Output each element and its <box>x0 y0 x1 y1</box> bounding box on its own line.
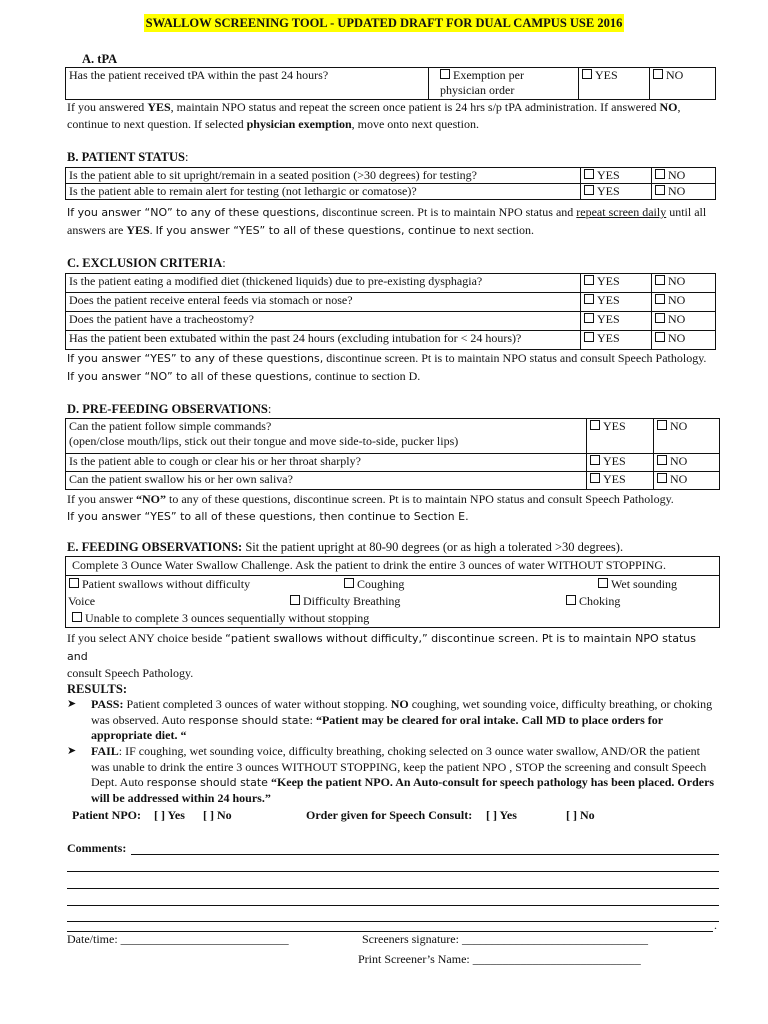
section-b-header: B. PATIENT STATUS: <box>67 150 189 164</box>
table-row <box>66 168 716 184</box>
status-yes-option[interactable]: YES <box>581 168 652 184</box>
exclusion-question-trach: Does the patient have a tracheostomy? <box>66 312 581 331</box>
table-row <box>66 419 720 454</box>
option-voice-label: Voice <box>68 594 96 608</box>
table-row <box>66 472 720 490</box>
exclusion-question-extubated: Has the patient been extubated within the past 24 hours (excluding intubation for < 24 hours)? <box>66 331 581 350</box>
checkbox-icon[interactable] <box>440 69 450 79</box>
status-question-upright: Is the patient able to sit upright/remain in a seated position (>30 degrees) for testing? <box>66 168 581 184</box>
checkbox-icon[interactable] <box>657 420 667 430</box>
section-d-table <box>65 418 720 490</box>
exclusion-yes-option[interactable]: YES <box>581 293 652 312</box>
form-title: SWALLOW SCREENING TOOL - UPDATED DRAFT FOR DUAL CAMPUS USE 2016 <box>145 16 623 30</box>
screener-signature-field[interactable]: Screeners signature: _______________________________ <box>362 932 648 946</box>
checkbox-icon[interactable] <box>655 185 665 195</box>
speech-consult-no[interactable]: [ ] No <box>566 808 595 822</box>
title-wrap <box>0 14 768 32</box>
exclusion-yes-option[interactable]: YES <box>581 312 652 331</box>
exclusion-no-option[interactable]: NO <box>652 312 716 331</box>
section-a-instructions: If you answered YES, maintain NPO status and repeat the screen once patient is 24 hrs s/p tPA administration. If answered NO, continue to next question. If selected physician exemption, move onto next question. <box>67 100 681 131</box>
comments-line[interactable] <box>67 905 719 906</box>
section-c-instructions: If you answer “YES” to any of these questions, discontinue screen. Pt is to maintain NPO status and consult Speech Pathology. If you answer “NO” to all of these questions, continue to section D. <box>67 351 707 383</box>
prefeeding-no-option[interactable]: NO <box>654 419 720 454</box>
table-row <box>66 184 716 200</box>
exclusion-question-diet: Is the patient eating a modified diet (thickened liquids) due to pre-existing dysphagia? <box>66 274 581 293</box>
checkbox-icon[interactable] <box>655 332 665 342</box>
comments-line[interactable] <box>131 854 719 855</box>
checkbox-icon[interactable] <box>582 69 592 79</box>
speech-consult-label: Order given for Speech Consult: <box>306 808 473 822</box>
comments-line[interactable] <box>67 871 719 872</box>
patient-npo-yes[interactable]: [ ] Yes <box>154 808 185 822</box>
table-row <box>66 68 716 100</box>
status-question-alert: Is the patient able to remain alert for testing (not lethargic or comatose)? <box>66 184 581 200</box>
checkbox-icon[interactable] <box>657 455 667 465</box>
prefeeding-no-option[interactable]: NO <box>654 454 720 472</box>
trailing-period: . <box>714 918 717 932</box>
tpa-no-option[interactable]: NO <box>650 68 716 100</box>
checkbox-icon[interactable] <box>290 595 300 605</box>
tpa-yes-option[interactable]: YES <box>579 68 650 100</box>
swallow-challenge-text: Complete 3 Ounce Water Swallow Challenge. Ask the patient to drink the entire 3 ounces of water WITHOUT STOPPING. <box>72 558 667 572</box>
checkbox-icon[interactable] <box>584 332 594 342</box>
patient-npo-no[interactable]: [ ] No <box>203 808 232 822</box>
section-d-header: D. PRE-FEEDING OBSERVATIONS: <box>67 402 272 416</box>
result-fail: ➤ FAIL: IF coughing, wet sounding voice, difficulty breathing, choking selected on 3 ounce water swallow, AND/OR the patient was unable to drink the entire 3 ounces WITHOUT STOPPING, keep the patient NPO , STOP the screening and consult Speech Dept. Auto response should state “Keep the patient NPO. An Auto-consult for speech pathology has been placed. Orders will be addressed within 24 hours.” <box>67 744 715 805</box>
checkbox-icon[interactable] <box>590 420 600 430</box>
checkbox-icon[interactable] <box>72 612 82 622</box>
prefeeding-question-commands: Can the patient follow simple commands? (open/close mouth/lips, stick out their tongue and move side-to-side, pucker lips) <box>66 419 587 454</box>
exclusion-no-option[interactable]: NO <box>652 293 716 312</box>
checkbox-icon[interactable] <box>566 595 576 605</box>
checkbox-icon[interactable] <box>584 169 594 179</box>
table-row <box>66 454 720 472</box>
prefeeding-yes-option[interactable]: YES <box>587 472 654 490</box>
option-unable[interactable]: Unable to complete 3 ounces sequentially without stopping <box>72 611 369 626</box>
status-no-option[interactable]: NO <box>652 168 716 184</box>
results-header: RESULTS: <box>67 682 127 696</box>
exclusion-no-option[interactable]: NO <box>652 274 716 293</box>
section-b-table <box>65 167 716 200</box>
section-c-table <box>65 273 716 350</box>
checkbox-icon[interactable] <box>655 294 665 304</box>
exclusion-no-option[interactable]: NO <box>652 331 716 350</box>
section-d-instructions: If you answer “NO” to any of these questions, discontinue screen. Pt is to maintain NPO status and consult Speech Pathology. If you answer “YES” to all of these questions, then continue to Section E. <box>67 492 674 523</box>
section-a-header: A. tPA <box>82 52 118 66</box>
option-no-difficulty[interactable]: Patient swallows without difficulty <box>69 577 250 592</box>
prefeeding-yes-option[interactable]: YES <box>587 454 654 472</box>
screener-name-field[interactable]: Print Screener’s Name: ____________________________ <box>358 952 641 966</box>
comments-line[interactable] <box>67 921 719 922</box>
prefeeding-question-cough: Is the patient able to cough or clear his or her throat sharply? <box>66 454 587 472</box>
option-wet-sounding[interactable]: Wet sounding <box>598 577 677 592</box>
prefeeding-yes-option[interactable]: YES <box>587 419 654 454</box>
arrow-right-icon: ➤ <box>67 698 77 710</box>
comments-label: Comments: <box>67 841 127 855</box>
exclusion-yes-option[interactable]: YES <box>581 331 652 350</box>
divider <box>66 575 719 576</box>
checkbox-icon[interactable] <box>657 473 667 483</box>
result-pass: ➤ PASS: Patient completed 3 ounces of water without stopping. NO coughing, wet sounding voice, difficulty breathing, or choking was observed. Auto response should state: “Patient may be cleared for oral intake. Call MD to place orders for appropriate diet. “ <box>67 697 713 742</box>
section-b-instructions: If you answer “NO” to any of these questions, discontinue screen. Pt is to maintain NPO status and repeat screen daily until all answers are YES. If you answer “YES” to all of these questions, continue to next section. <box>67 205 707 237</box>
checkbox-icon[interactable] <box>69 578 79 588</box>
exclusion-yes-option[interactable]: YES <box>581 274 652 293</box>
checkbox-icon[interactable] <box>655 275 665 285</box>
checkbox-icon[interactable] <box>590 455 600 465</box>
table-row <box>66 274 716 293</box>
checkbox-icon[interactable] <box>584 313 594 323</box>
feeding-observations-box <box>65 556 720 628</box>
patient-npo-label: Patient NPO: <box>72 808 141 822</box>
option-coughing[interactable]: Coughing <box>344 577 404 592</box>
status-yes-option[interactable]: YES <box>581 184 652 200</box>
table-row <box>66 293 716 312</box>
section-e-instructions: If you select ANY choice beside “patient swallows without difficulty,” discontinue screen. Pt is to maintain NPO status and consult Speech Pathology. <box>67 631 696 680</box>
prefeeding-no-option[interactable]: NO <box>654 472 720 490</box>
speech-consult-yes[interactable]: [ ] Yes <box>486 808 517 822</box>
comments-line[interactable] <box>67 888 719 889</box>
tpa-question: Has the patient received tPA within the past 24 hours? <box>66 68 429 100</box>
section-a-table <box>65 67 716 100</box>
checkbox-icon[interactable] <box>584 294 594 304</box>
table-row <box>66 312 716 331</box>
table-row <box>66 331 716 350</box>
checkbox-icon[interactable] <box>584 185 594 195</box>
option-choking[interactable]: Choking <box>566 594 620 609</box>
checkbox-icon[interactable] <box>598 578 608 588</box>
status-no-option[interactable]: NO <box>652 184 716 200</box>
exclusion-question-enteral: Does the patient receive enteral feeds via stomach or nose? <box>66 293 581 312</box>
arrow-right-icon: ➤ <box>67 745 77 757</box>
checkbox-icon[interactable] <box>344 578 354 588</box>
prefeeding-question-saliva: Can the patient swallow his or her own saliva? <box>66 472 587 490</box>
checkbox-icon[interactable] <box>584 275 594 285</box>
checkbox-icon[interactable] <box>653 69 663 79</box>
checkbox-icon[interactable] <box>655 169 665 179</box>
checkbox-icon[interactable] <box>655 313 665 323</box>
date-time-field[interactable]: Date/time: ____________________________ <box>67 932 289 946</box>
section-c-header: C. EXCLUSION CRITERIA: <box>67 256 226 270</box>
option-difficulty-breathing[interactable]: Difficulty Breathing <box>290 594 400 609</box>
checkbox-icon[interactable] <box>590 473 600 483</box>
exemption-option[interactable]: Exemption per physician order <box>429 68 579 100</box>
section-e-header: E. FEEDING OBSERVATIONS: Sit the patient upright at 80-90 degrees (or as high a tolerated >30 degrees). <box>67 540 624 554</box>
